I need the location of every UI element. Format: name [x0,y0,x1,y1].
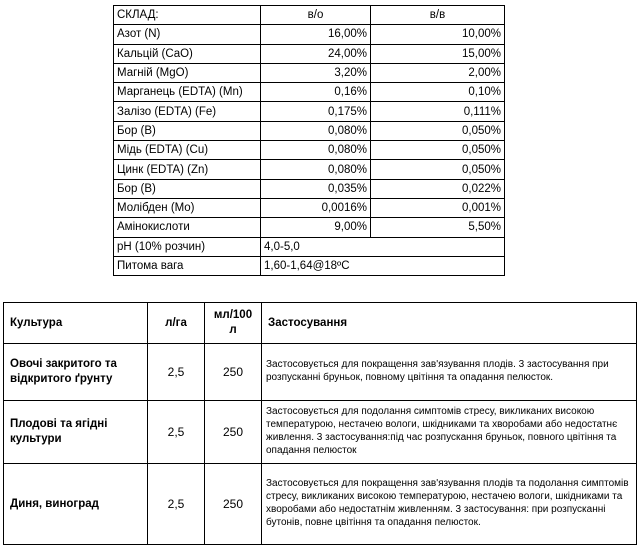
value-vv: 2,00% [371,63,505,82]
composition-table [113,5,505,276]
component-name: Марганець (EDTA) (Mn) [114,83,261,102]
dose-value: 250 [205,401,262,464]
column-header-vo: в/о [261,6,371,25]
application-table [3,302,637,545]
component-name: Азот (N) [114,25,261,44]
value-vv: 15,00% [371,44,505,63]
value-vo: 0,035% [261,179,371,198]
ph-label: pH (10% розчин) [114,237,261,256]
usage-text: Застосовується для покращення зав'язування плодів та подолання симптомів стресу, викликаних високою температурою, нестачею вологи, шкідниками та хворобами або недостатнім живленням. 3 застосування: при розпусканні бутонів, повне цвітіння та опадання пелюсток. [262,464,637,545]
component-name: Залізо (EDTA) (Fe) [114,102,261,121]
table-row [114,160,505,179]
rate-value: 2,5 [148,401,205,464]
value-vo: 0,16% [261,83,371,102]
component-name: Молібден (Mo) [114,198,261,217]
component-name: Магній (MgO) [114,63,261,82]
table-row [114,218,505,237]
table-row [114,141,505,160]
ph-row [114,237,505,256]
table-row [4,344,637,401]
value-vv: 0,050% [371,121,505,140]
component-name: Мідь (EDTA) (Cu) [114,141,261,160]
composition-label: СКЛАД: [114,6,261,25]
table-row [4,401,637,464]
value-vo: 0,080% [261,141,371,160]
column-header-dose: мл/100 л [205,303,262,344]
value-vo: 0,080% [261,121,371,140]
density-row [114,256,505,275]
dose-value: 250 [205,344,262,401]
table-row [4,464,637,545]
value-vo: 3,20% [261,63,371,82]
column-header-rate: л/га [148,303,205,344]
density-label: Питома вага [114,256,261,275]
ph-value: 4,0-5,0 [261,237,505,256]
rate-value: 2,5 [148,344,205,401]
composition-header-row [114,6,505,25]
dose-value: 250 [205,464,262,545]
table-row [114,198,505,217]
culture-name: Плодові та ягідні культури [4,401,148,464]
column-header-vv: в/в [371,6,505,25]
table-row [114,179,505,198]
table-row [114,25,505,44]
column-header-usage: Застосування [262,303,637,344]
value-vv: 0,001% [371,198,505,217]
value-vv: 0,050% [371,141,505,160]
component-name: Бор (B) [114,179,261,198]
value-vo: 0,080% [261,160,371,179]
value-vv: 0,022% [371,179,505,198]
table-row [114,121,505,140]
culture-name: Диня, виноград [4,464,148,545]
component-name: Бор (B) [114,121,261,140]
usage-text: Застосовується для покращення зав'язування плодів. 3 застосування при розпусканні бруньок, повному цвітіння та опадання пелюсток. [262,344,637,401]
component-name: Кальцій (CaO) [114,44,261,63]
table-row [114,102,505,121]
value-vv: 0,10% [371,83,505,102]
value-vv: 0,050% [371,160,505,179]
value-vv: 10,00% [371,25,505,44]
value-vo: 16,00% [261,25,371,44]
culture-name: Овочі закритого та відкритого ґрунту [4,344,148,401]
value-vv: 0,111% [371,102,505,121]
value-vo: 0,175% [261,102,371,121]
application-header-row [4,303,637,344]
rate-value: 2,5 [148,464,205,545]
value-vo: 0,0016% [261,198,371,217]
table-row [114,63,505,82]
density-value: 1,60-1,64@18ºC [261,256,505,275]
usage-text: Застосовується для подолання симптомів стресу, викликаних високою температурою, нестачею вологи, шкідниками та хворобами або недостатнє живлення. 3 застосування:під час розпускання бруньок, повного цвітіння та опадання пелюсток [262,401,637,464]
value-vv: 5,50% [371,218,505,237]
value-vo: 24,00% [261,44,371,63]
table-row [114,44,505,63]
table-row [114,83,505,102]
component-name: Амінокислоти [114,218,261,237]
value-vo: 9,00% [261,218,371,237]
column-header-culture: Культура [4,303,148,344]
component-name: Цинк (EDTA) (Zn) [114,160,261,179]
